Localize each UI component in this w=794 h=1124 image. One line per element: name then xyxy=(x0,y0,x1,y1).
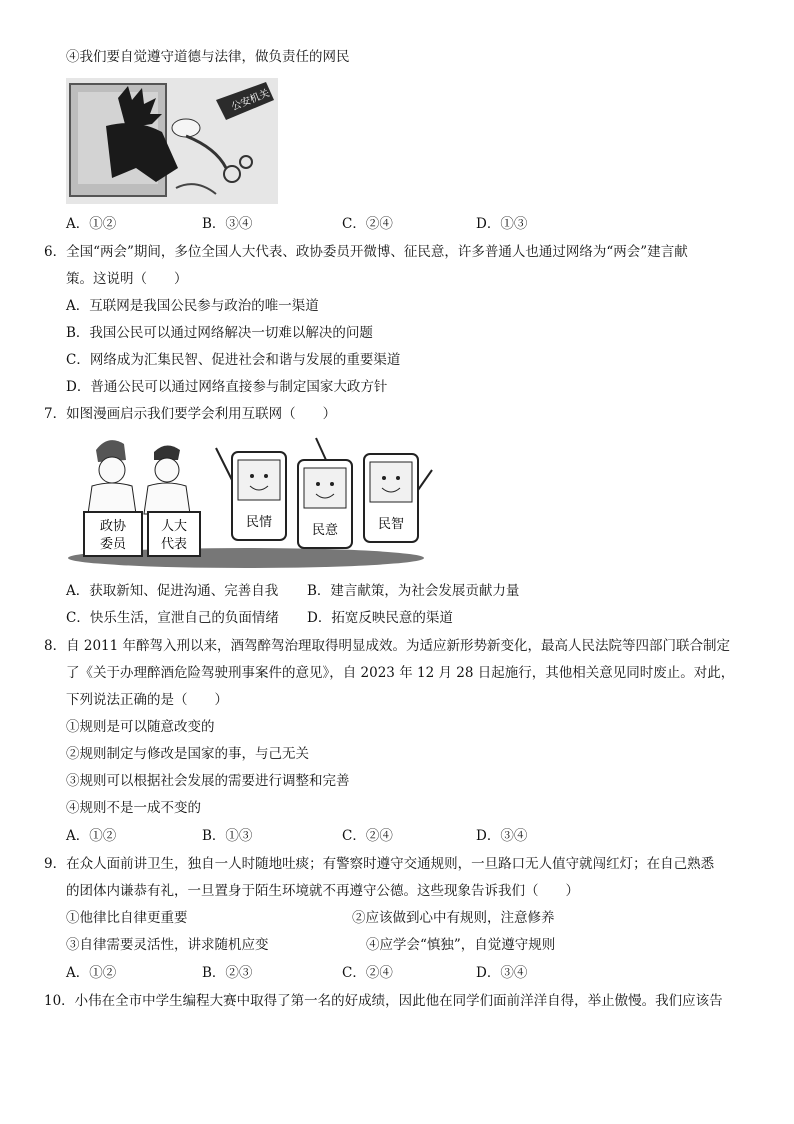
q7-option-d[interactable]: D．拓宽反映民意的渠道 xyxy=(307,610,453,626)
q6-option-a[interactable]: A．互联网是我国公民参与政治的唯一渠道 xyxy=(66,298,319,314)
q7-sign1-line1: 政协 xyxy=(99,519,127,534)
q8-option-c[interactable]: C．②④ xyxy=(342,828,393,844)
q8-option-a[interactable]: A．①② xyxy=(66,828,117,844)
q7-sign2-line2: 代表 xyxy=(160,537,188,552)
q7-phone-2-label: 民意 xyxy=(311,523,339,538)
q7-phone-3 xyxy=(364,454,432,542)
q8-option-b[interactable]: B．①③ xyxy=(202,828,253,844)
q5-cartoon-svg xyxy=(66,78,278,204)
q5-option-a[interactable]: A．①② xyxy=(66,216,117,232)
q6-option-d[interactable]: D．普通公民可以通过网络直接参与制定国家大政方针 xyxy=(66,379,388,395)
q8-option-d[interactable]: D．③④ xyxy=(476,828,528,844)
q9-statements-row2 xyxy=(66,936,555,954)
q7-cartoon-image xyxy=(66,430,438,572)
q7-options-row2 xyxy=(66,609,453,627)
q8-options xyxy=(66,827,527,845)
q10-stem-line1: 10．小伟在全市中学生编程大赛中取得了第一名的好成绩，因此他在同学们面前洋洋自得，举止傲慢。我们应该告 xyxy=(44,993,723,1009)
q8-stem-line1: 8．自 2011 年醉驾入刑以来，酒驾醉驾治理取得明显成效。为适应新形势新变化，最高人民法院等四部门联合制定 xyxy=(44,638,731,654)
q9-option-c[interactable]: C．②④ xyxy=(342,965,393,981)
q9-option-d[interactable]: D．③④ xyxy=(476,965,528,981)
q5-option-b[interactable]: B．③④ xyxy=(202,216,253,232)
q6-option-b[interactable]: B．我国公民可以通过网络解决一切难以解决的问题 xyxy=(66,325,373,341)
q9-statement-1: ①他律比自律更重要 xyxy=(66,910,188,926)
q9-option-b[interactable]: B．②③ xyxy=(202,965,253,981)
q6-option-c[interactable]: C．网络成为汇集民智、促进社会和谐与发展的重要渠道 xyxy=(66,352,401,368)
q9-statements-row1 xyxy=(66,909,555,927)
q5-image-text: 公安机关 xyxy=(230,87,272,114)
q6-stem-line2: 策。这说明（ ） xyxy=(66,271,188,287)
q8-stem-line3: 下列说法正确的是（ ） xyxy=(66,692,228,708)
q7-options-row1 xyxy=(66,582,519,600)
q7-phone-2 xyxy=(298,438,352,548)
q7-phone-1 xyxy=(216,448,286,540)
q6-stem-line1: 6．全国“两会”期间，多位全国人大代表、政协委员开微博、征民意，许多普通人也通过网络为“两会”建言献 xyxy=(44,244,688,260)
q5-options xyxy=(66,215,527,233)
q9-options xyxy=(66,964,527,982)
q7-sign2-line1: 人大 xyxy=(160,519,188,534)
q5-cartoon-image xyxy=(66,78,278,204)
q8-statement-4: ④规则不是一成不变的 xyxy=(66,800,201,816)
q7-phone-1-label: 民情 xyxy=(245,515,273,530)
q7-stem: 7．如图漫画启示我们要学会利用互联网（ ） xyxy=(44,406,337,422)
q7-cartoon-svg xyxy=(66,430,438,572)
q9-statement-2: ②应该做到心中有规则，注意修养 xyxy=(352,910,555,926)
q9-option-a[interactable]: A．①② xyxy=(66,965,117,981)
q9-statement-3: ③自律需要灵活性，讲求随机应变 xyxy=(66,937,269,953)
q5-statement-4: ④我们要自觉遵守道德与法律，做负责任的网民 xyxy=(66,49,350,65)
q5-option-d[interactable]: D．①③ xyxy=(476,216,528,232)
q7-option-c[interactable]: C．快乐生活，宣泄自己的负面情绪 xyxy=(66,610,279,626)
q7-sign1-line2: 委员 xyxy=(99,537,127,552)
q8-statement-3: ③规则可以根据社会发展的需要进行调整和完善 xyxy=(66,773,350,789)
q9-stem-line1: 9．在众人面前讲卫生，独自一人时随地吐痰；有警察时遵守交通规则，一旦路口无人值守就闯红灯；在自己熟悉 xyxy=(44,856,715,872)
q7-phone-3-label: 民智 xyxy=(377,517,405,532)
q9-stem-line2: 的团体内谦恭有礼，一旦置身于陌生环境就不再遵守公德。这些现象告诉我们（ ） xyxy=(66,883,579,899)
q8-statement-1: ①规则是可以随意改变的 xyxy=(66,719,215,735)
q8-stem-line2: 了《关于办理醉酒危险驾驶刑事案件的意见》，自 2023 年 12 月 28 日起施行，其他相关意见同时废止。对此， xyxy=(66,665,735,681)
q7-option-a[interactable]: A．获取新知、促进沟通、完善自我 xyxy=(66,583,279,599)
q8-statement-2: ②规则制定与修改是国家的事，与己无关 xyxy=(66,746,309,762)
q9-statement-4: ④应学会“慎独”，自觉遵守规则 xyxy=(366,937,556,953)
q7-option-b[interactable]: B．建言献策，为社会发展贡献力量 xyxy=(307,583,520,599)
q5-option-c[interactable]: C．②④ xyxy=(342,216,393,232)
